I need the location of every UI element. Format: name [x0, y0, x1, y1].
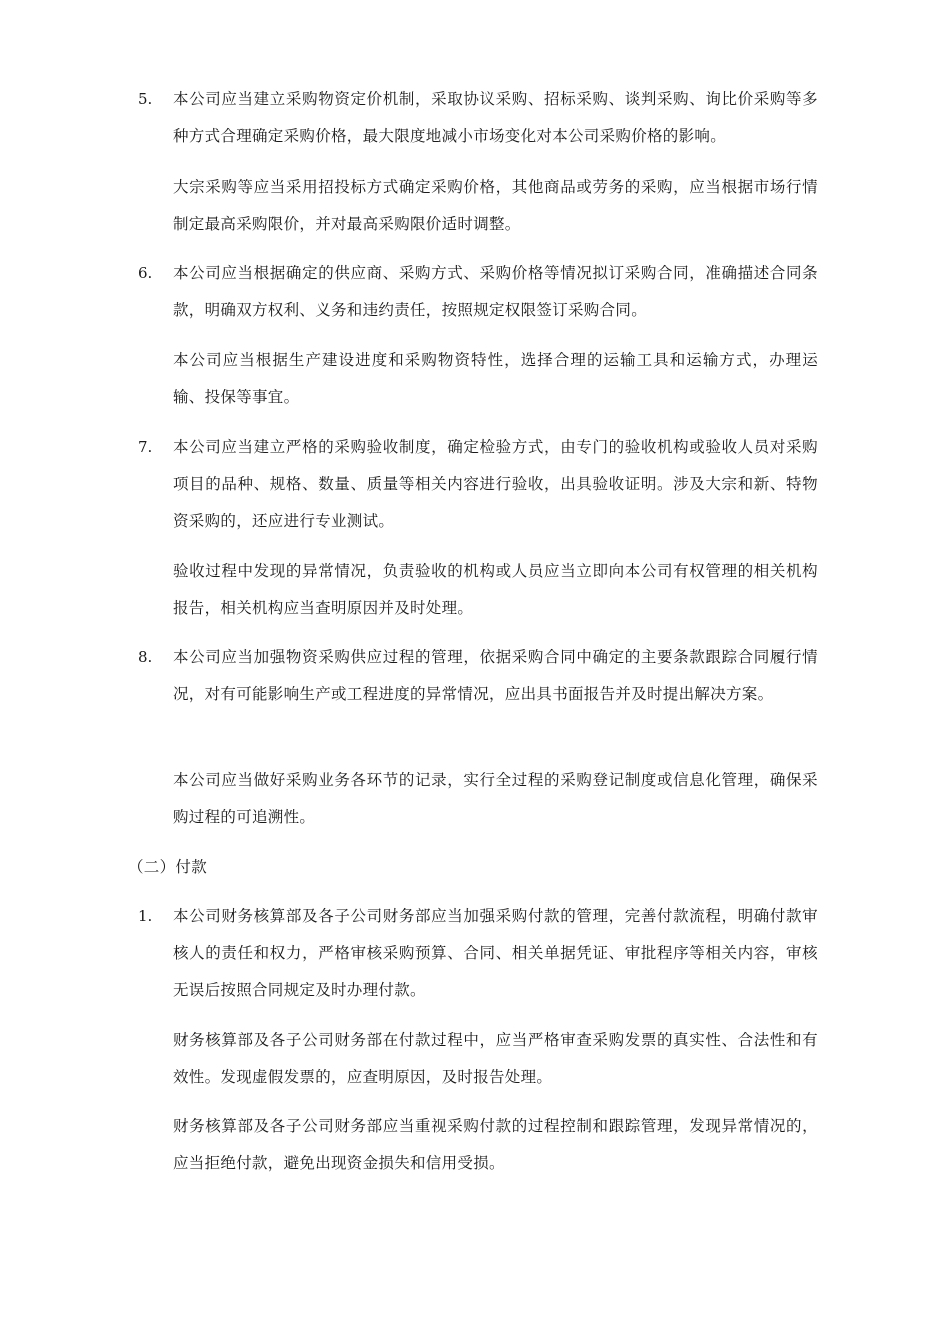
section-heading: （二）付款: [128, 858, 208, 876]
item-paragraph: 财务核算部及各子公司财务部应当重视采购付款的过程控制和跟踪管理，发现异常情况的，应当拒绝付款，避免出现资金损失和信用受损。: [173, 1117, 818, 1172]
item-number: 1.: [138, 907, 153, 925]
item-text: 本公司应当建立严格的采购验收制度，确定检验方式，由专门的验收机构或验收人员对采购项目的品种、规格、数量、质量等相关内容进行验收，出具验收证明。涉及大宗和新、特物资采购的，还应进行专业测试。: [173, 438, 818, 530]
item-paragraph: 本公司应当做好采购业务各环节的记录，实行全过程的采购登记制度或信息化管理，确保采购过程的可追溯性。: [173, 771, 818, 826]
item-number: 8.: [138, 648, 153, 666]
item-paragraph: 大宗采购等应当采用招投标方式确定采购价格，其他商品或劳务的采购，应当根据市场行情制定最高采购限价，并对最高采购限价适时调整。: [173, 178, 818, 233]
item-paragraph: 本公司应当根据生产建设进度和采购物资特性，选择合理的运输工具和运输方式，办理运输、投保等事宜。: [173, 351, 818, 406]
list-item-7: [138, 429, 818, 540]
item-text: 本公司财务核算部及各子公司财务部应当加强采购付款的管理，完善付款流程，明确付款审核人的责任和权力，严格审核采购预算、合同、相关单据凭证、审批程序等相关内容，审核无误后按照合同规定及时办理付款。: [173, 907, 818, 999]
section-list-item-1: [138, 898, 818, 1009]
item-paragraph: 财务核算部及各子公司财务部在付款过程中，应当严格审查采购发票的真实性、合法性和有效性。发现虚假发票的，应查明原因，及时报告处理。: [173, 1031, 818, 1086]
item-number: 6.: [138, 264, 153, 282]
item-text: 本公司应当根据确定的供应商、采购方式、采购价格等情况拟订采购合同，准确描述合同条款，明确双方权利、义务和违约责任，按照规定权限签订采购合同。: [173, 264, 818, 319]
list-item-8: [138, 639, 818, 713]
item-text: 本公司应当加强物资采购供应过程的管理，依据采购合同中确定的主要条款跟踪合同履行情况，对有可能影响生产或工程进度的异常情况，应出具书面报告并及时提出解决方案。: [173, 648, 818, 703]
list-item-6: [138, 255, 818, 329]
list-item-5: [138, 81, 818, 155]
item-number: 5.: [138, 90, 153, 108]
item-paragraph: 验收过程中发现的异常情况，负责验收的机构或人员应当立即向本公司有权管理的相关机构报告，相关机构应当查明原因并及时处理。: [173, 562, 818, 617]
item-number: 7.: [138, 438, 153, 456]
item-text: 本公司应当建立采购物资定价机制，采取协议采购、招标采购、谈判采购、询比价采购等多种方式合理确定采购价格，最大限度地减小市场变化对本公司采购价格的影响。: [173, 90, 818, 145]
